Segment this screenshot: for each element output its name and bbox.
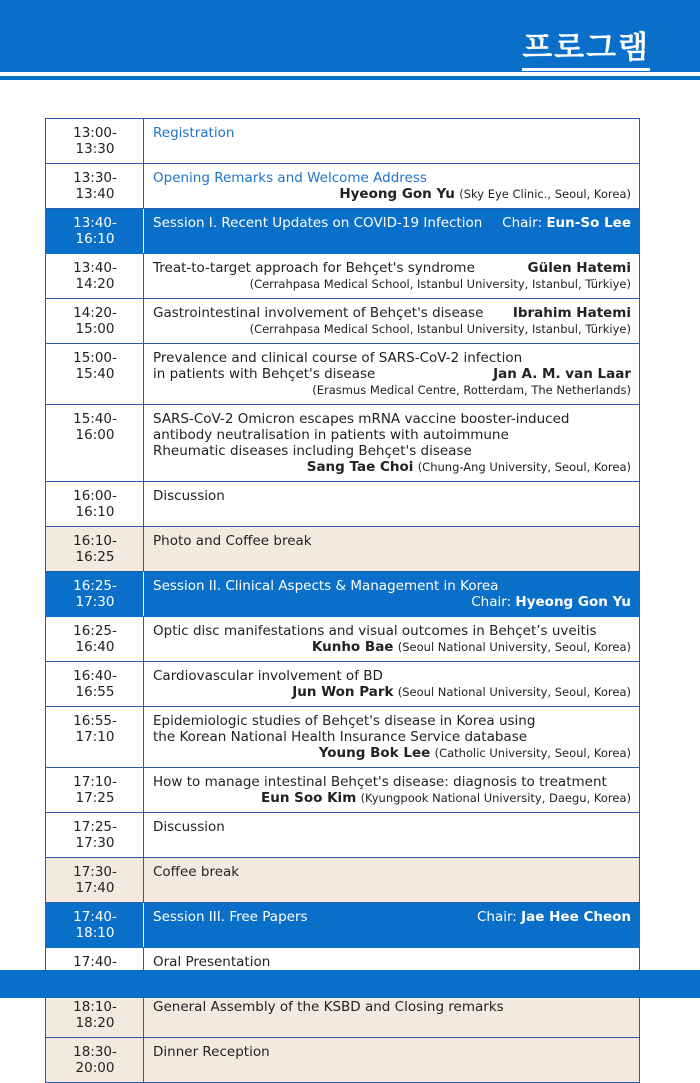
- time-cell: 16:25-17:30: [46, 572, 144, 617]
- chair-label: Chair:: [502, 215, 543, 231]
- row-title: Gastrointestinal involvement of Behçet's disease: [153, 305, 484, 321]
- row-title: Optic disc manifestations and visual outcomes in Behçet’s uveitis: [153, 623, 597, 639]
- table-row: [46, 813, 640, 858]
- time-cell: 17:10-17:25: [46, 768, 144, 813]
- title-cell: [144, 299, 640, 344]
- table-row: [46, 254, 640, 299]
- speaker-name: Jun Won Park: [292, 684, 394, 700]
- time-cell: 15:40-16:00: [46, 405, 144, 482]
- speaker-affiliation: (Cerrahpasa Medical School, Istanbul University, Istanbul, Türkiye): [249, 322, 631, 336]
- chair-label: Chair:: [476, 909, 517, 925]
- table-row: [46, 344, 640, 405]
- speaker-affiliation: (Kyungpook National University, Daegu, Korea): [360, 791, 631, 805]
- session-cell: [144, 572, 640, 617]
- title-cell: General Assembly of the KSBD and Closing remarks: [144, 993, 640, 1038]
- speaker-affiliation: (Cerrahpasa Medical School, Istanbul University, Istanbul, Türkiye): [249, 277, 631, 291]
- title-cell: Coffee break: [144, 858, 640, 903]
- time-cell: 18:30-20:00: [46, 1038, 144, 1083]
- table-row: [46, 768, 640, 813]
- table-row: [46, 299, 640, 344]
- session-row: [46, 572, 640, 617]
- time-cell: 15:00-15:40: [46, 344, 144, 405]
- row-title: Epidemiologic studies of Behçet's disease in Korea using: [153, 713, 536, 729]
- title-cell: [144, 707, 640, 768]
- speaker-name: Hyeong Gon Yu: [339, 186, 455, 202]
- speaker-line: [153, 745, 631, 761]
- speaker-affiliation: (Erasmus Medical Centre, Rotterdam, The Netherlands): [312, 383, 631, 397]
- title-cell: Discussion: [144, 482, 640, 527]
- speaker-affiliation: (Sky Eye Clinic., Seoul, Korea): [459, 187, 631, 201]
- time-cell: 17:30-17:40: [46, 858, 144, 903]
- row-title: Cardiovascular involvement of BD: [153, 668, 383, 684]
- time-cell: 13:40-14:20: [46, 254, 144, 299]
- session-title: Session II. Clinical Aspects & Management in Korea: [153, 578, 499, 594]
- speaker-affiliation: (Seoul National University, Seoul, Korea): [397, 685, 631, 699]
- title-cell: [144, 344, 640, 405]
- title-cell: Oral Presentation: [144, 948, 640, 993]
- session-chair: [477, 909, 631, 925]
- session-row: [46, 903, 640, 948]
- speaker-name: Young Bok Lee: [318, 745, 431, 761]
- time-cell: 14:20-15:00: [46, 299, 144, 344]
- chair-label: Chair:: [471, 594, 512, 610]
- title-cell: Dinner Reception: [144, 1038, 640, 1083]
- table-row: [46, 662, 640, 707]
- session-cell: [144, 903, 640, 948]
- table-row: [46, 482, 640, 527]
- table-row: [46, 707, 640, 768]
- title-cell: [144, 768, 640, 813]
- row-title: Prevalence and clinical course of SARS-CoV-2 infection: [153, 350, 523, 366]
- time-cell: 16:00-16:10: [46, 482, 144, 527]
- row-title: Rheumatic diseases including Behçet's disease: [153, 443, 472, 459]
- header-rule: [0, 76, 700, 80]
- title-cell: Discussion: [144, 813, 640, 858]
- title-cell: [144, 254, 640, 299]
- table-row: [46, 527, 640, 572]
- speaker-line: [153, 684, 631, 700]
- time-cell: 16:40-16:55: [46, 662, 144, 707]
- table-row: [46, 164, 640, 209]
- speaker-name: Ibrahim Hatemi: [512, 305, 631, 321]
- title-cell: [144, 617, 640, 662]
- time-cell: 13:30-13:40: [46, 164, 144, 209]
- session-title: Session I. Recent Updates on COVID-19 Infection: [153, 215, 483, 231]
- session-row: [46, 209, 640, 254]
- table-row: [46, 405, 640, 482]
- speaker-line: [153, 790, 631, 806]
- chair-name: Hyeong Gon Yu: [515, 594, 631, 610]
- row-title: Treat-to-target approach for Behçet's syndrome: [153, 260, 475, 276]
- row-title: SARS-CoV-2 Omicron escapes mRNA vaccine booster-induced: [153, 411, 570, 427]
- time-cell: 16:25-16:40: [46, 617, 144, 662]
- time-cell: 16:10-16:25: [46, 527, 144, 572]
- time-cell: 16:55-17:10: [46, 707, 144, 768]
- title-cell: Photo and Coffee break: [144, 527, 640, 572]
- time-cell: 17:40-: [46, 948, 144, 993]
- session-chair: [153, 594, 631, 610]
- time-cell: 17:25-17:30: [46, 813, 144, 858]
- session-cell: [144, 209, 640, 254]
- row-title: antibody neutralisation in patients with autoimmune: [153, 427, 509, 443]
- row-title: Registration: [153, 125, 235, 141]
- speaker-name: Kunho Bae: [311, 639, 394, 655]
- table-row: [46, 858, 640, 903]
- title-cell: [144, 119, 640, 164]
- row-title: the Korean National Health Insurance Service database: [153, 729, 528, 745]
- table-row: [46, 617, 640, 662]
- chair-name: Jae Hee Cheon: [521, 909, 631, 925]
- speaker-line: [153, 459, 631, 475]
- table-row: [46, 119, 640, 164]
- speaker-affiliation: (Catholic University, Seoul, Korea): [434, 746, 631, 760]
- chair-name: Eun-So Lee: [546, 215, 631, 231]
- session-title: Session III. Free Papers: [153, 909, 308, 925]
- speaker-name: Jan A. M. van Laar: [493, 366, 631, 382]
- program-table: [45, 118, 640, 1083]
- speaker-name: Gülen Hatemi: [527, 260, 631, 276]
- table-row: [46, 1038, 640, 1083]
- table-row: [46, 993, 640, 1038]
- time-cell: 17:40-18:10: [46, 903, 144, 948]
- speaker-name: Eun Soo Kim: [260, 790, 357, 806]
- speaker-affiliation: (Seoul National University, Seoul, Korea): [397, 640, 631, 654]
- time-cell: 13:00-13:30: [46, 119, 144, 164]
- time-cell: 18:10-18:20: [46, 993, 144, 1038]
- row-title: in patients with Behçet's disease: [153, 366, 376, 382]
- footer-band: [0, 970, 700, 998]
- speaker-line: [153, 639, 631, 655]
- row-title: How to manage intestinal Behçet's disease: diagnosis to treatment: [153, 774, 607, 790]
- session-chair: [502, 215, 631, 231]
- title-cell: [144, 405, 640, 482]
- speaker-line: [153, 186, 631, 202]
- speaker-name: Sang Tae Choi: [306, 459, 414, 475]
- speaker-affiliation: (Chung-Ang University, Seoul, Korea): [417, 460, 631, 474]
- title-cell: [144, 164, 640, 209]
- row-title: Opening Remarks and Welcome Address: [153, 170, 427, 186]
- title-cell: [144, 662, 640, 707]
- page-title: 프로그램: [522, 28, 650, 71]
- time-cell: 13:40-16:10: [46, 209, 144, 254]
